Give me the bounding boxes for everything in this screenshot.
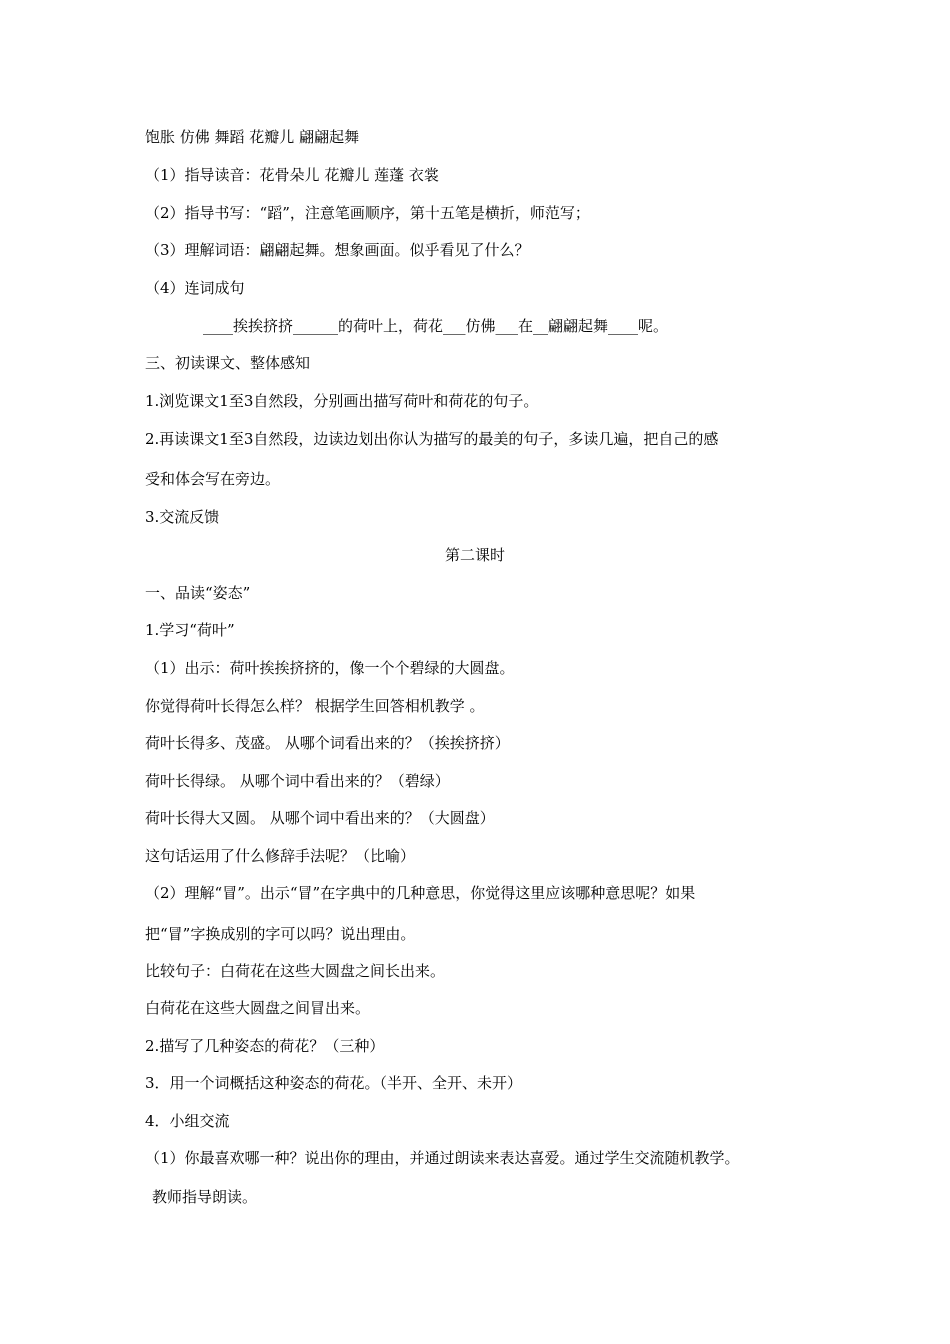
favorite-question: （1）你最喜欢哪一种？说出你的理由，并通过朗读来表达喜爱。通过学生交流随机教学。 (145, 1149, 740, 1167)
question-rhetoric: 这句话运用了什么修辞手法呢？（比喻） (145, 847, 416, 865)
step-group-discussion: 4．小组交流 (145, 1112, 230, 1130)
step-reread: 2.再读课文1至3自然段，边读边划出你认为描写的最美的句子，多读几遍，把自己的感 (145, 430, 719, 448)
understand-mao-continued: 把“冒”字换成别的字可以吗？说出理由。 (145, 925, 416, 943)
lesson-title: 第二课时 (444, 546, 505, 564)
word-understanding-item: （3）理解词语：翩翩起舞。想象画面。似乎看见了什么？ (145, 241, 530, 259)
answer-round: 荷叶长得大又圆。 从哪个词中看出来的？（大圆盘） (145, 809, 495, 827)
pronunciation-item: （1）指导读音：花骨朵儿 花瓣儿 莲蓬 衣裳 (145, 166, 439, 184)
answer-many: 荷叶长得多、茂盛。 从哪个词看出来的？（挨挨挤挤） (145, 734, 510, 752)
step-browse: 1.浏览课文1至3自然段，分别画出描写荷叶和荷花的句子。 (145, 392, 539, 410)
step-summarize: 3．用一个词概括这种姿态的荷花。（半开、全开、未开） (145, 1074, 523, 1092)
answer-green: 荷叶长得绿。 从哪个词中看出来的？（碧绿） (145, 772, 450, 790)
fill-in-sentence: ____挨挨挤挤______的荷叶上，荷花___仿佛___在__翩翩起舞____呢。 (203, 317, 669, 335)
step-lotus-leaf: 1.学习“荷叶” (145, 621, 235, 639)
question-leaf: 你觉得荷叶长得怎么样？ 根据学生回答相机教学 。 (145, 697, 485, 715)
teacher-guided-reading: 教师指导朗读。 (152, 1188, 258, 1206)
step-flower-postures: 2.描写了几种姿态的荷花？（三种） (145, 1037, 385, 1055)
display-sentence: （1）出示：荷叶挨挨挤挤的，像一个个碧绿的大圆盘。 (145, 659, 515, 677)
compare-sentence-2: 白荷花在这些大圆盘之间冒出来。 (145, 999, 371, 1017)
understand-mao: （2）理解“冒”。出示“冒”在字典中的几种意思，你觉得这里应该哪种意思呢？如果 (145, 884, 696, 902)
section-heading-first-reading: 三、初读课文、整体感知 (145, 354, 311, 372)
writing-item: （2）指导书写：“蹈”，注意笔画顺序，第十五笔是横折，师范写； (145, 204, 590, 222)
step-reread-continued: 受和体会写在旁边。 (145, 470, 281, 488)
sentence-building-item: （4）连词成句 (145, 279, 245, 297)
compare-sentence-1: 比较句子：白荷花在这些大圆盘之间长出来。 (145, 962, 446, 980)
step-feedback: 3.交流反馈 (145, 508, 220, 526)
section-heading-posture: 一、品读“姿态” (145, 584, 251, 602)
vocabulary-line: 饱胀 仿佛 舞蹈 花瓣儿 翩翩起舞 (145, 128, 360, 146)
